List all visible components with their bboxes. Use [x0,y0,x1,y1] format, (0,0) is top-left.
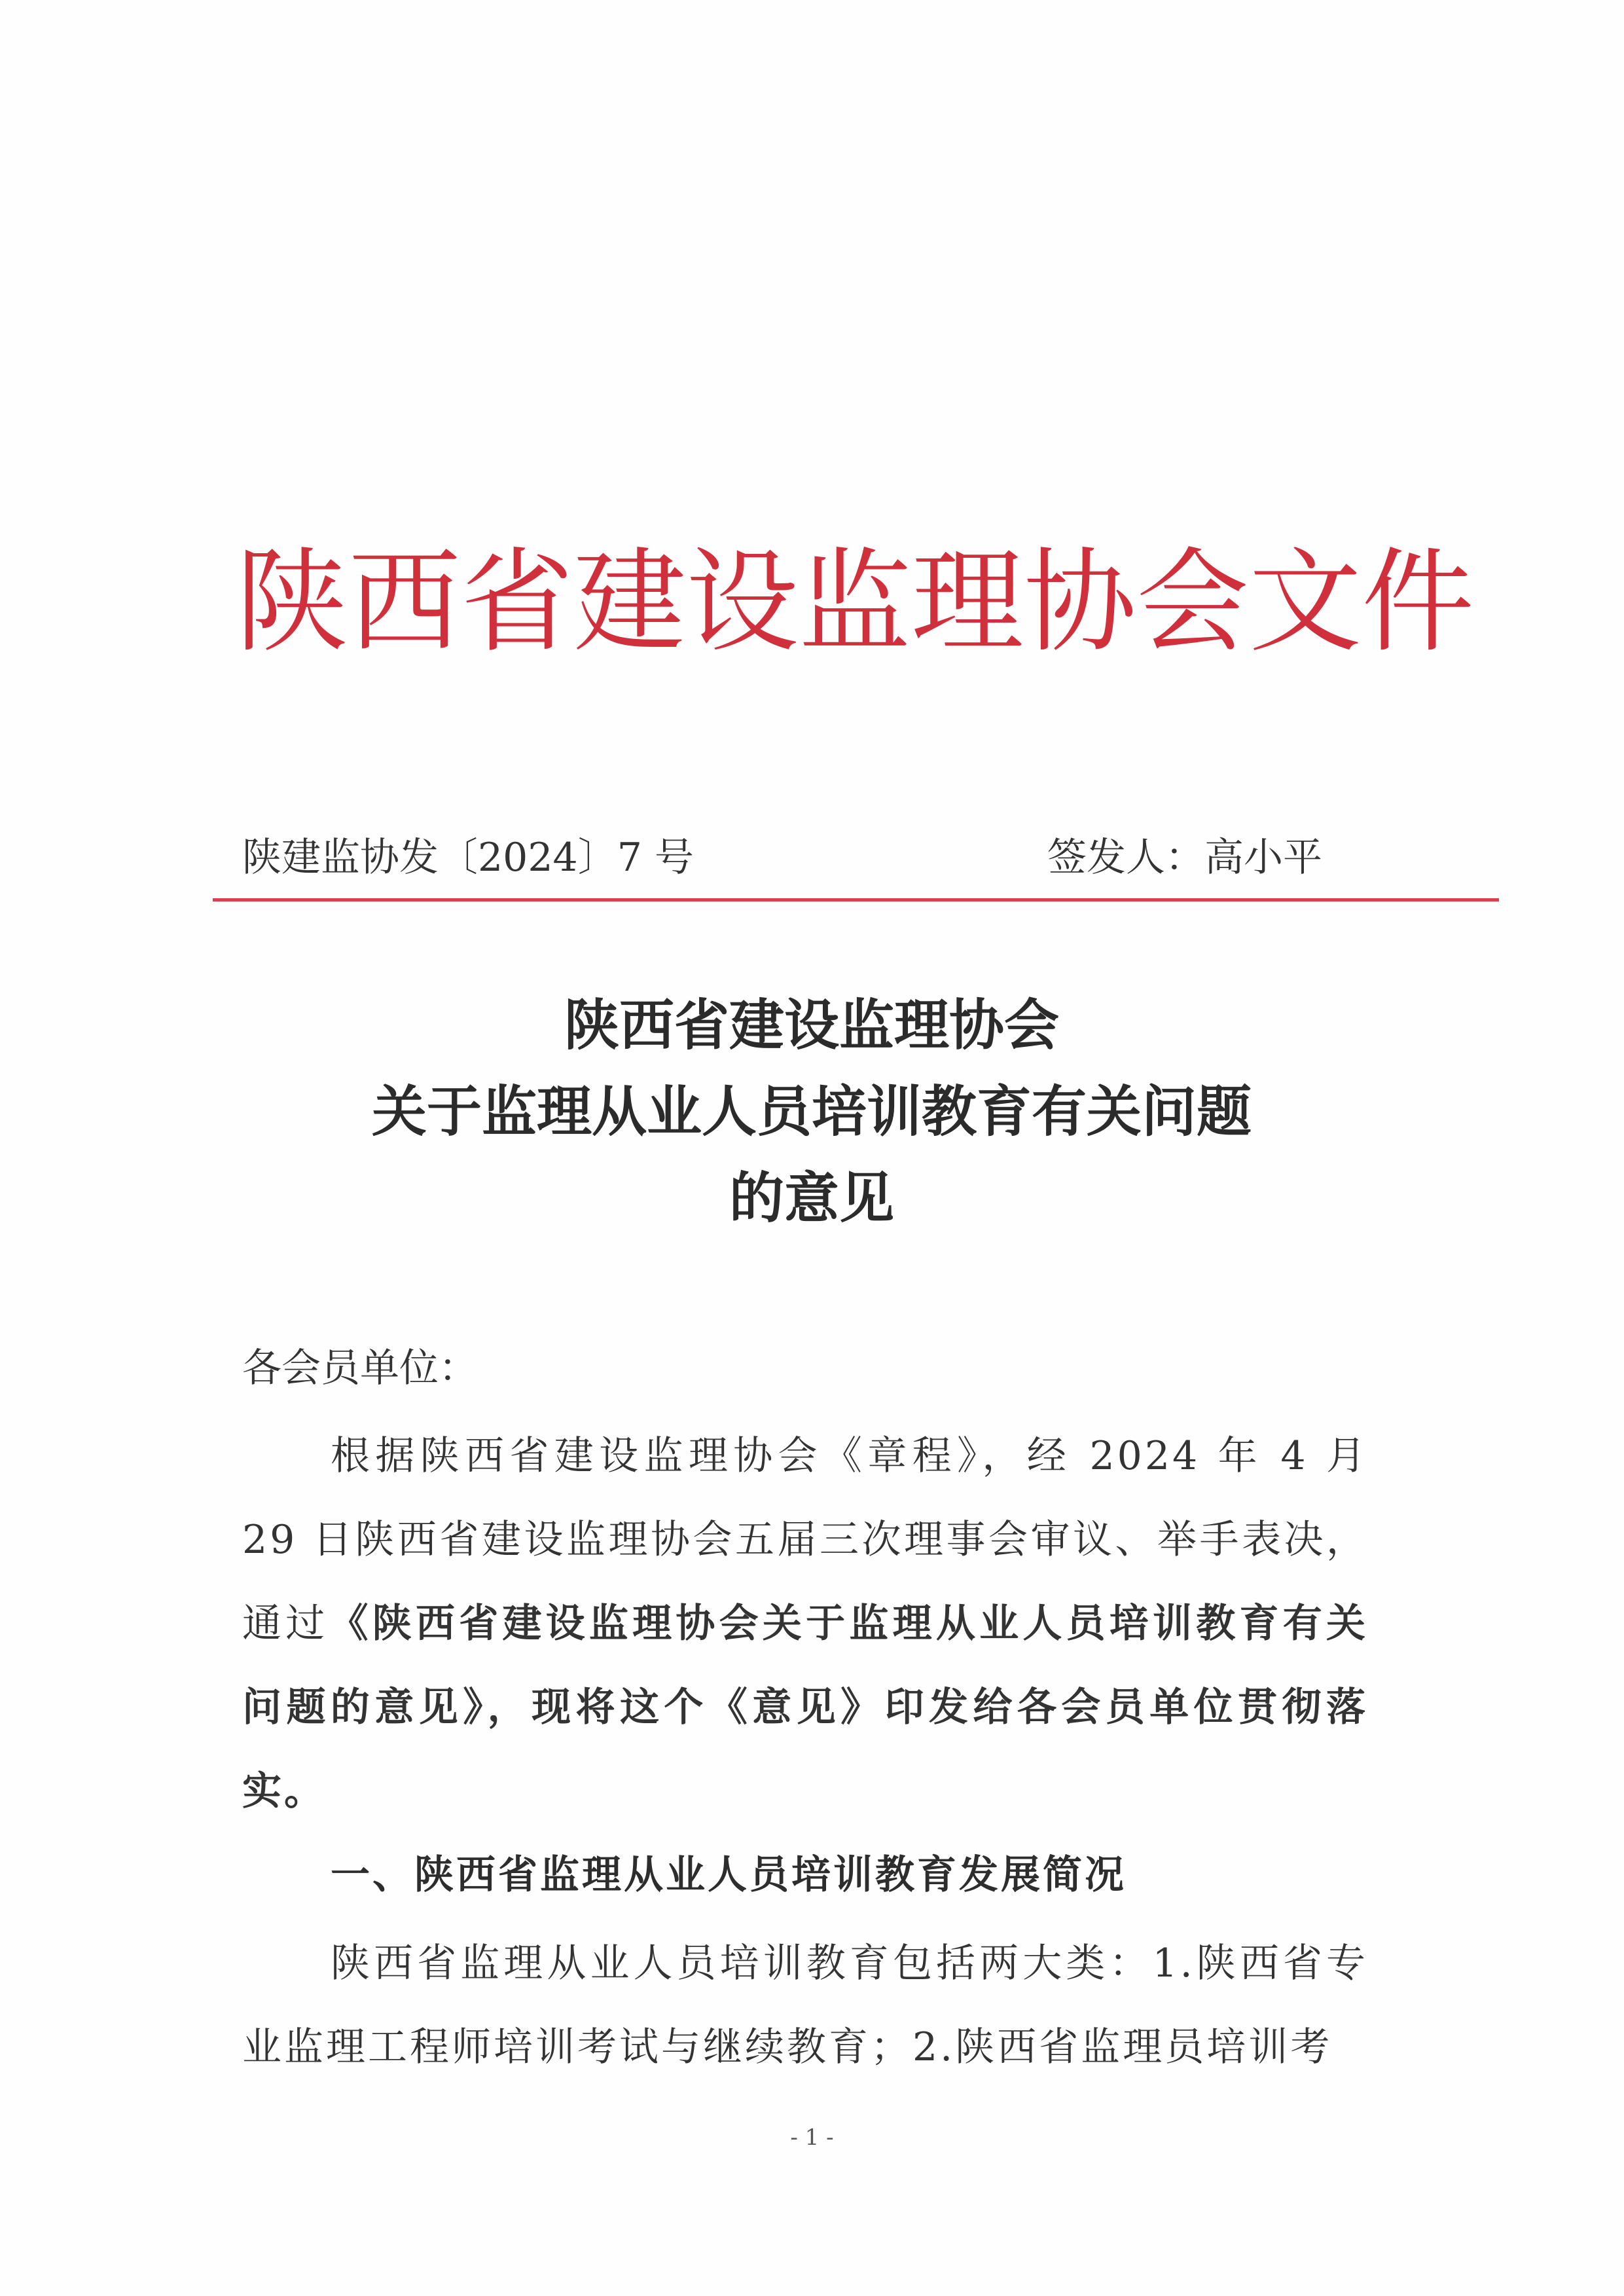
section-1-heading: 一、陕西省监理从业人员培训教育发展简况 [331,1852,1127,1898]
document-title [196,982,1427,1241]
paragraph-2: 陕西省监理从业人员培训教育包括两大类：1.陕西省专业监理工程师培训考试与继续教育；2.陕西省监理员培训考 [242,1941,1368,2070]
title-line-1: 陕西省建设监理协会 [564,993,1059,1057]
red-divider-line [213,898,1499,902]
paragraph-1-bold-text: 《陕西省建设监理协会关于监理从业人员培训教育有关问题的意见》，现将这个《意见》印发给各会员单位贯彻落实。 [242,1601,1369,1814]
title-line-2: 关于监理从业人员培训教育有关问题 [371,1080,1252,1144]
paragraph-1-text: 根据陕西省建设监理协会《章程》，经 2024 年 4 月 29 日陕西省建设监理协会五届三次理事会审议、举手表决，通过 [242,1433,1368,1647]
salutation: 各会员单位： [242,1345,478,1391]
document-number: 陕建监协发〔2024〕7 号 [242,835,694,881]
title-line-3: 的意见 [729,1166,894,1230]
document-header-title: 陕西省建设监理协会文件 [236,536,1474,668]
issuer-signatory: 签发人：高小平 [1047,835,1322,881]
page-number: - 1 - [790,2124,834,2151]
paragraph-1 [242,1414,1368,1833]
